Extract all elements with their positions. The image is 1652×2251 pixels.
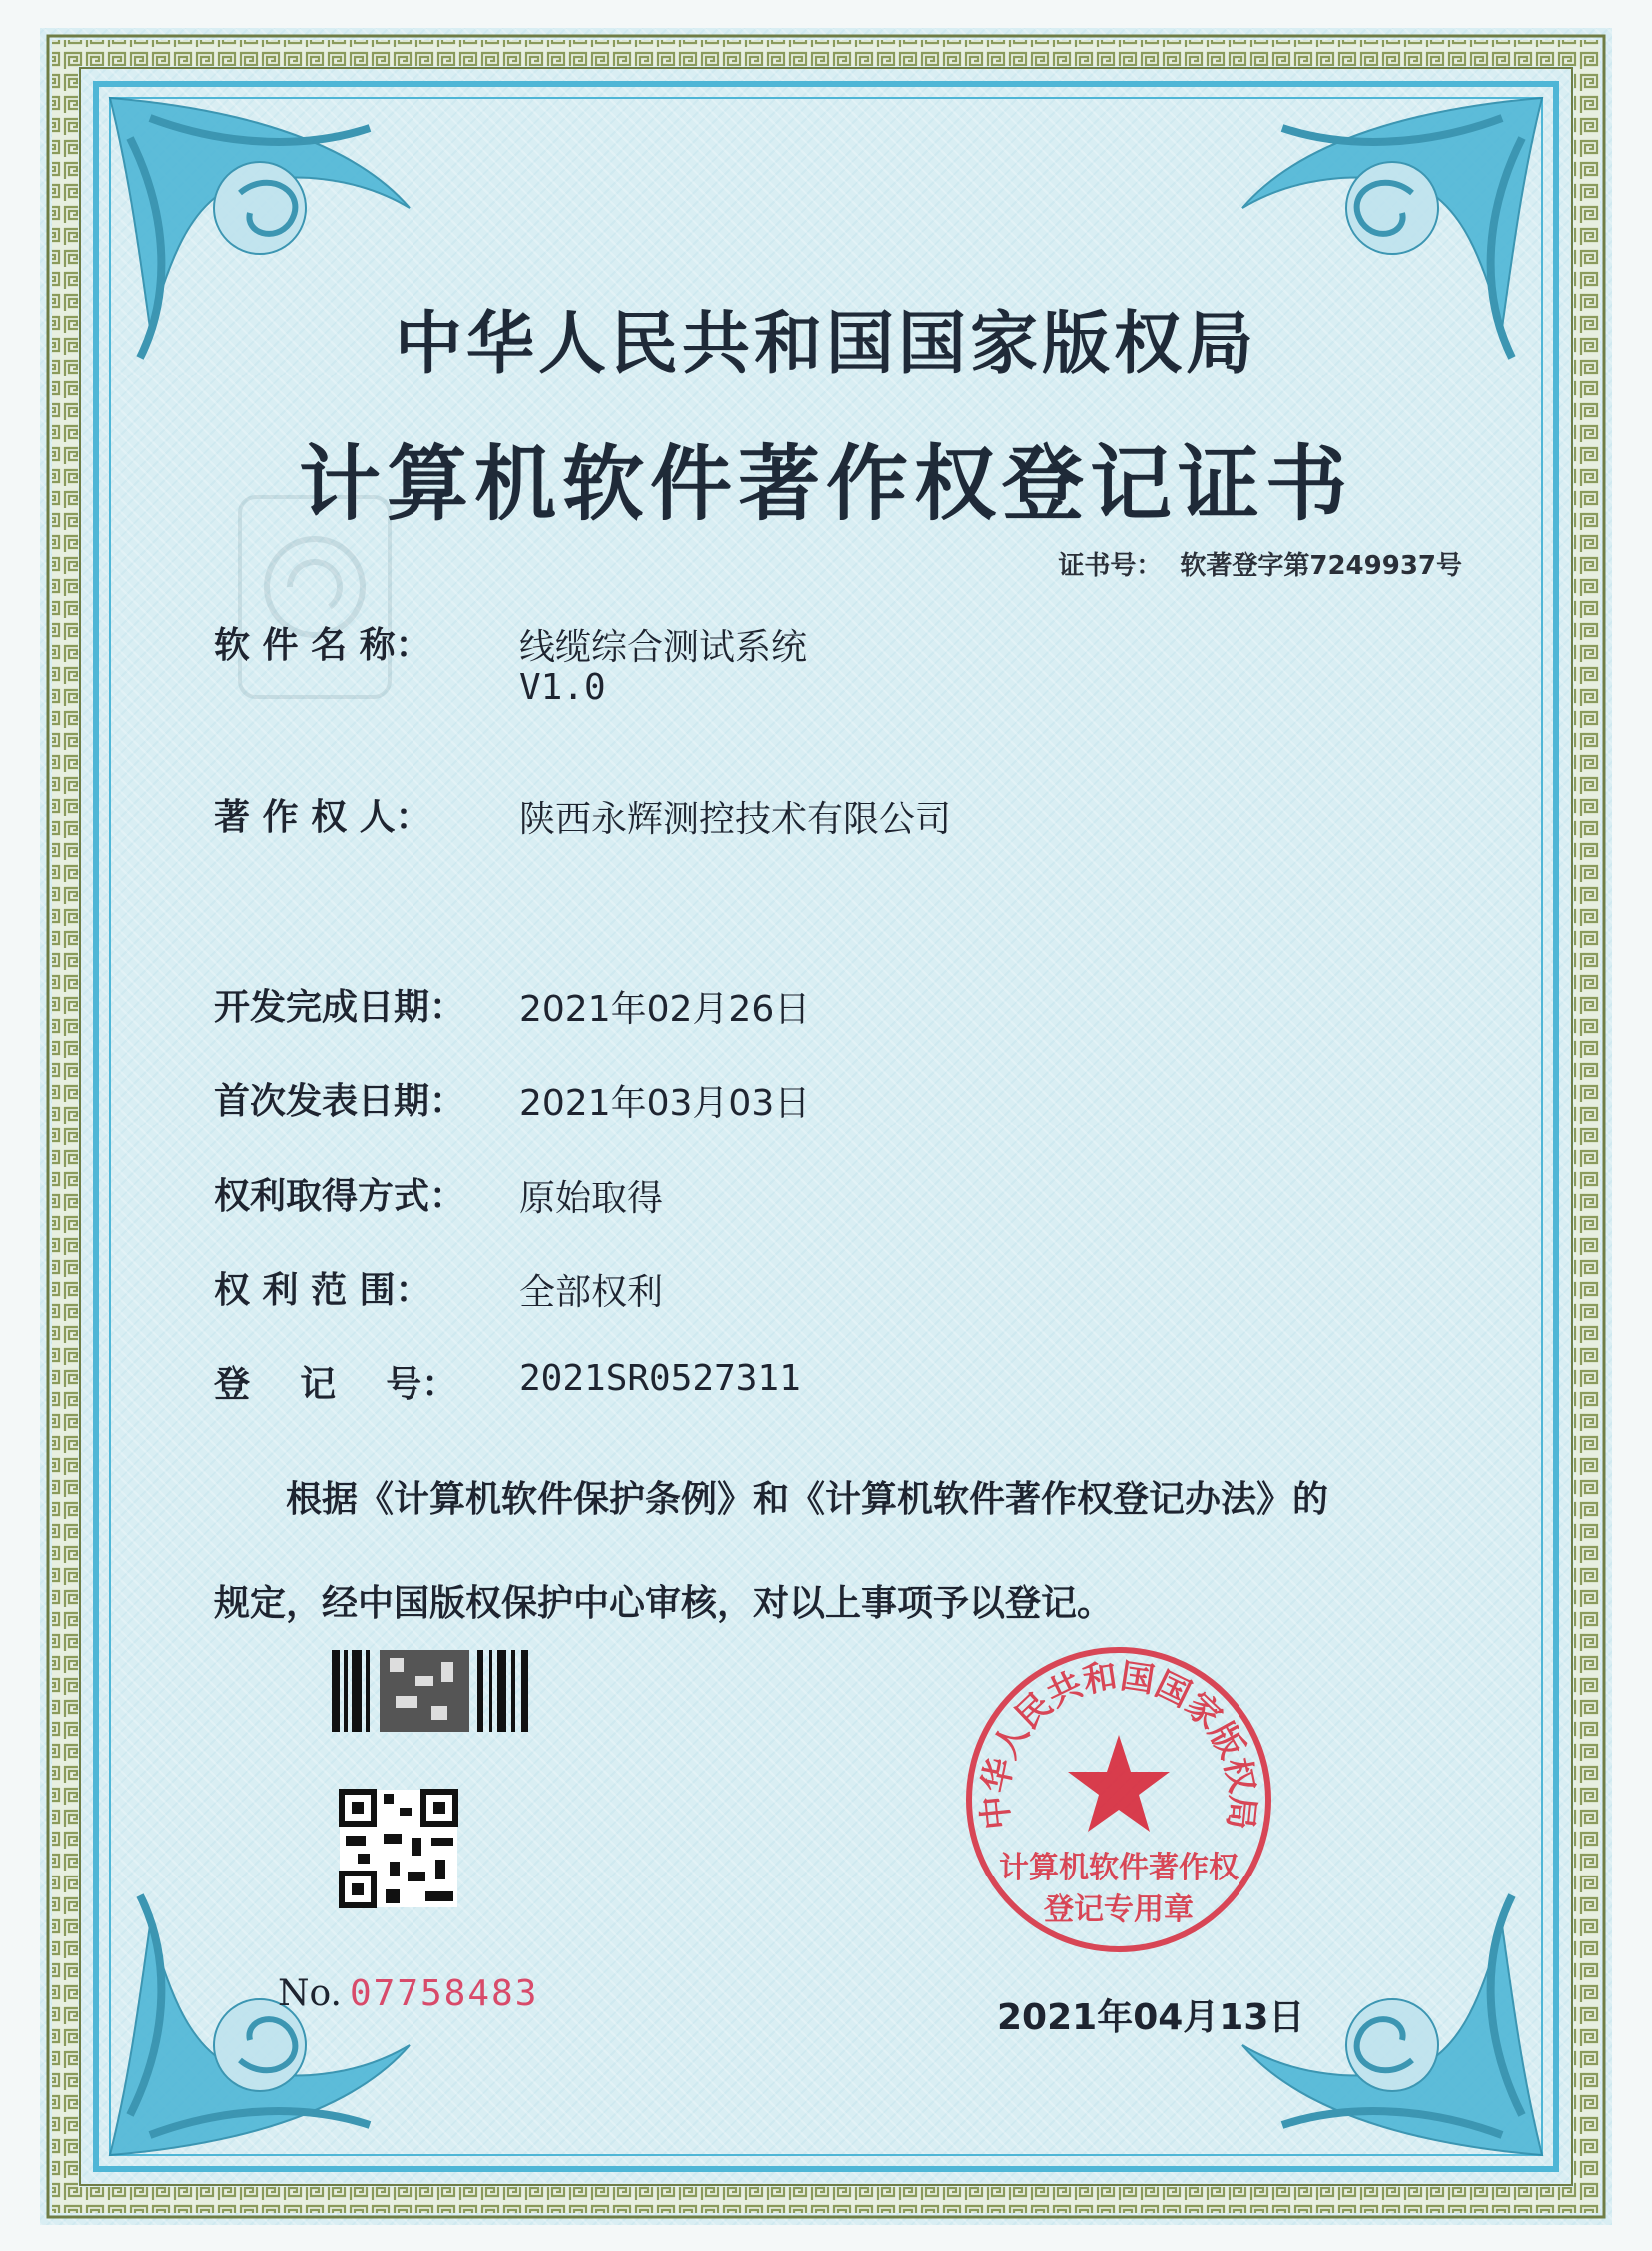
serial-value: 07758483 [349, 1973, 539, 2014]
official-seal [959, 1640, 1278, 1959]
barcode-icon [332, 1650, 528, 1732]
serial-number [278, 1973, 538, 2014]
certificate [40, 28, 1612, 2225]
serial-label: No. [278, 1973, 342, 2014]
field-value-acquisition-method: 原始取得 [519, 1178, 664, 1219]
field-label-publication-date: 首次发表日期： [214, 1081, 466, 1122]
ornament-icon [110, 98, 1542, 2155]
field-label-rights-scope: 权 利 范 围： [214, 1270, 431, 1311]
field-value-copyright-owner: 陕西永辉测控技术有限公司 [519, 799, 952, 840]
field-label-acquisition-method: 权利取得方式： [214, 1176, 466, 1217]
certificate-number [1058, 545, 1462, 582]
seal-line-1: 计算机软件著作权 [999, 1851, 1239, 1885]
seal-arc-text: 中华人民共和国国家版权局 [975, 1656, 1262, 1832]
seal-line-2: 登记专用章 [1044, 1892, 1194, 1927]
field-value-software-name: 线缆综合测试系统 [519, 627, 808, 668]
certificate-title: 计算机软件著作权登记证书 [298, 437, 1353, 532]
qr-code-icon [340, 1790, 457, 1907]
issue-date: 2021年04月13日 [997, 1997, 1305, 2038]
field-value-completion-date: 2021年02月26日 [519, 989, 811, 1030]
field-value-rights-scope: 全部权利 [519, 1272, 664, 1313]
field-label-copyright-owner: 著 作 权 人： [214, 797, 431, 838]
certificate-number-value: 软著登字第7249937号 [1180, 551, 1462, 581]
field-value-software-version: V1.0 [519, 667, 606, 708]
field-label-software-name: 软 件 名 称： [214, 625, 431, 666]
field-value-registration-number: 2021SR0527311 [519, 1358, 801, 1399]
field-value-publication-date: 2021年03月03日 [519, 1083, 811, 1124]
certificate-number-label: 证书号： [1058, 551, 1163, 581]
field-label-completion-date: 开发完成日期： [214, 987, 466, 1028]
issuing-authority: 中华人民共和国国家版权局 [394, 305, 1257, 383]
field-label-registration-number: 登 记 号： [214, 1364, 458, 1405]
statement-paragraph [214, 1448, 1502, 1656]
statement-line-2: 规定，经中国版权保护中心审核，对以上事项予以登记。 [214, 1583, 1114, 1624]
statement-line-1: 根据《计算机软件保护条例》和《计算机软件著作权登记办法》的 [286, 1479, 1329, 1520]
star-icon [1068, 1735, 1170, 1832]
